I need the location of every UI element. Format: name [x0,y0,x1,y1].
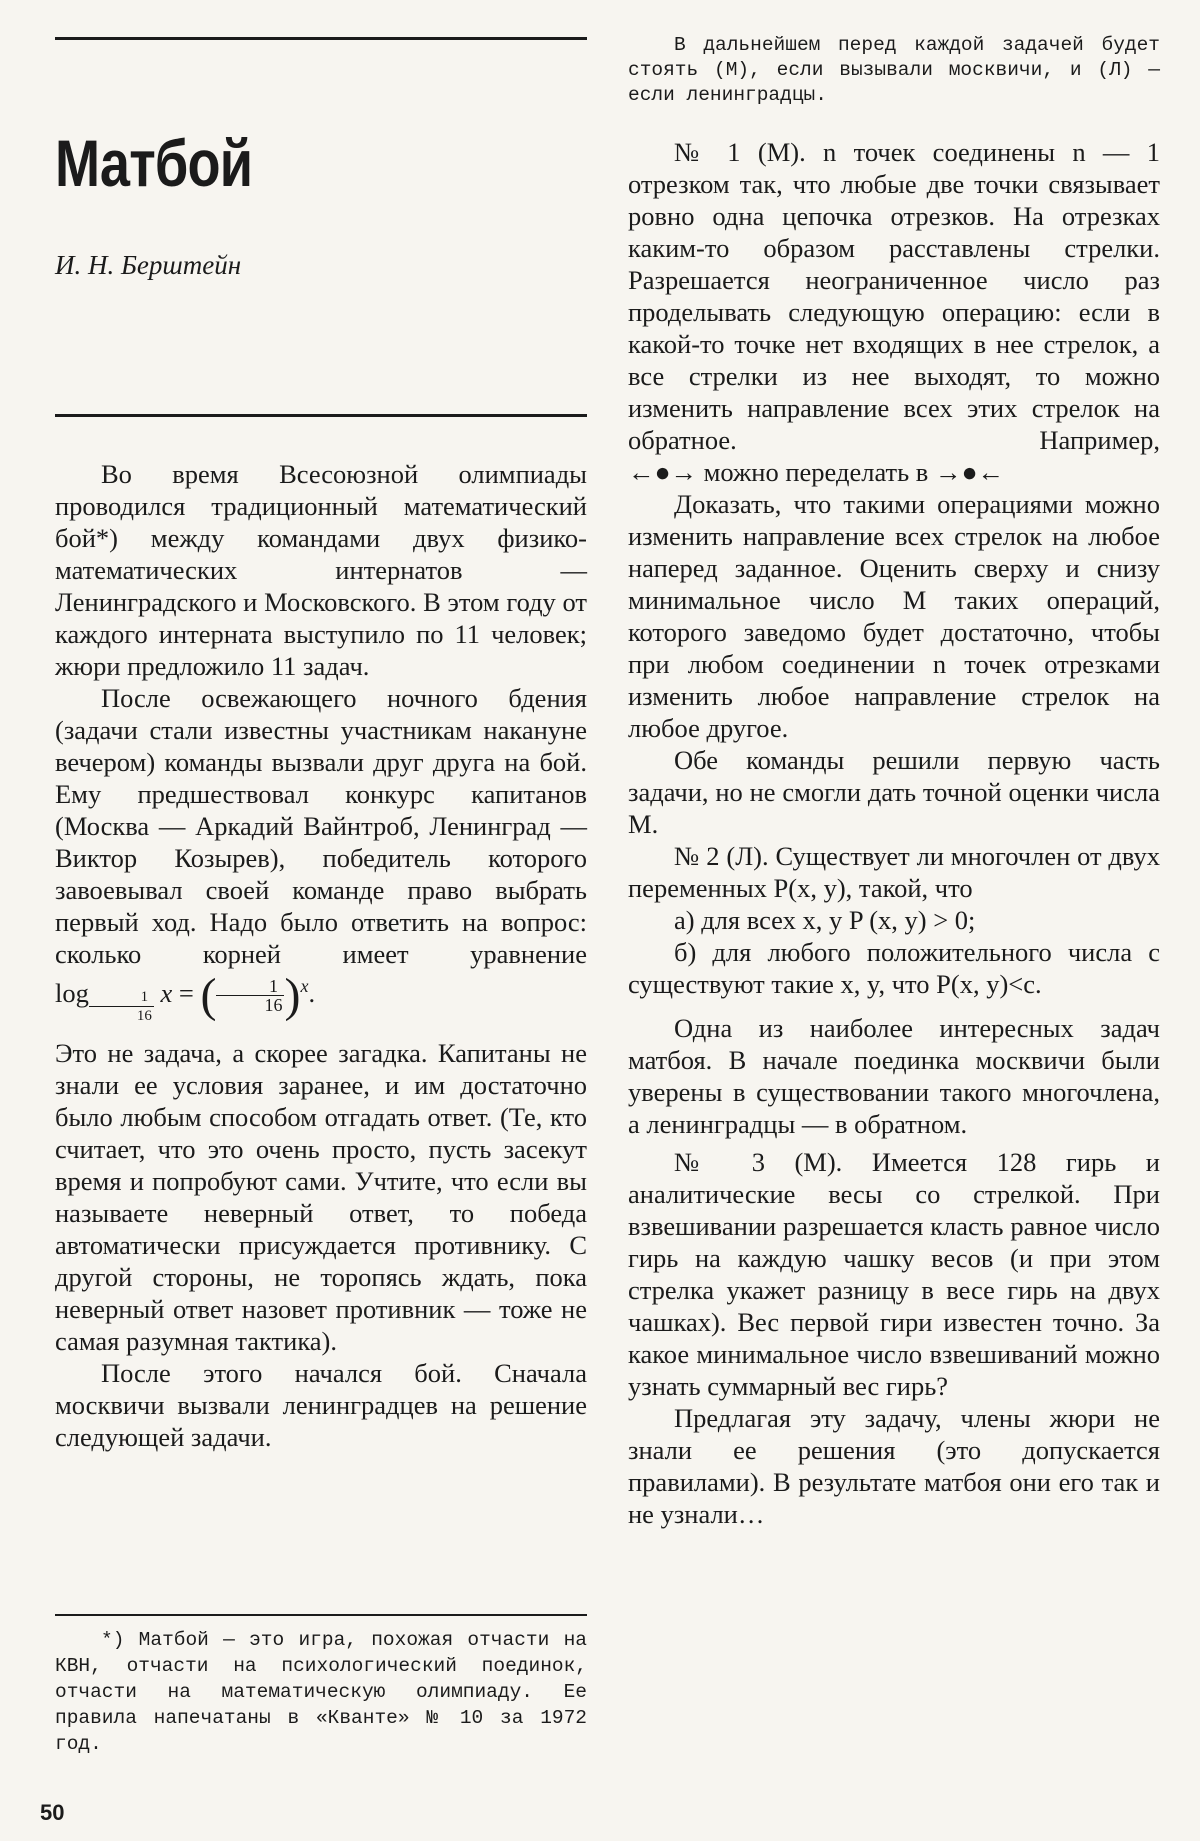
right-paren: ) [284,968,301,1022]
rhs-fraction [216,977,284,1014]
footnote-lead: *) Матбой — это игра, похожая отчасти [101,1629,550,1651]
left-column [55,458,587,1453]
problem1-text: № 1 (М). n точек соединены n — 1 отрезком так, что любые две точки связывает ровно одна цепочка отрезков. На отрезках каким-то образом расставлены стрелки. Разрешается неограниченное число раз проделывать следующую операцию: если в какой-то точке нет входящих в нее стрелок, а все стрелки из нее выходят, то можно изменить направление всех этих стрелок на обратное. Например, [628,137,1160,455]
footnote [55,1627,587,1757]
log-equation [55,968,316,1024]
arrow-example [628,457,1004,487]
rhs-den: 16 [264,995,283,1016]
problem2-condition-b [628,936,1160,1000]
arrow-diagram-mid: можно переделать в [697,457,935,487]
problem2-comment: Одна из наиболее интересных задач матбоя. В начале поединка москвичи были уверены в существовании такого многочлена, а ленинградцы — в обратном. [628,1013,1160,1139]
top-rule [55,37,587,40]
problem2-condition-a [628,904,1160,936]
intro-paragraph: Во время Всесоюзной олимпиады проводился традиционный математический бой*) между командами двух физико-математических интернатов — Ленинградского и Московского. В этом году от каждого интерната выступило по 11 человек; жюри предложило 11 задач. [55,459,587,681]
equation-eq: = [178,977,194,1008]
editor-note: В дальнейшем перед каждой задачей будет стоять (М), если вызывали москвичи, и (Л) — если ленинградцы. [628,34,1160,106]
problem1-task: Доказать, что такими операциями можно изменить направление всех стрелок на любое наперед заданное. Оценить сверху и снизу минимальное число M таких операций, которого заведомо будет достаточно, чтобы при любом соединении n точек отрезками изменить любое направление стрелок на любое другое. [628,489,1160,743]
left-paren: ( [200,968,217,1022]
footnote-rule [55,1614,587,1616]
battle-start-paragraph: После этого начался бой. Сначала москвичи вызвали ленинградцев на решение следующей задачи. [55,1357,587,1452]
header-rule [55,414,587,417]
problem2-paragraph: № 2 (Л). Существует ли многочлен от двух переменных P(x, y), такой, что [628,841,1160,903]
log-base-den: 16 [136,1007,152,1024]
arrow-diagram-from: ←●→ [628,457,698,487]
log-label: log [55,977,89,1008]
problem1-result: Обе команды решили первую часть задачи, но не смогли дать точной оценки числа M. [628,745,1160,839]
right-column [628,136,1160,1530]
footnote-rest: на КВН, отчасти на психологический поединок, отчасти на математическую олимпиаду. Ее правила напечатаны в «Кванте» № 10 за 1972 год. [55,1629,587,1755]
equation-end: . [308,977,316,1008]
problem1-paragraph [628,136,1160,488]
problem2-a-text: а) для всех x, y P (x, y) > 0; [674,905,976,935]
captains-text: После освежающего ночного бдения (задачи стали известны участникам накануне вечером) команды вызвали друг друга на бой. Ему предшествовал конкурс капитанов (Москва — Аркадий Вайнтроб, Ленинград — Виктор Козырев), победитель которого завоевывал своей команде право выбрать первый ход. Надо было ответить на вопрос: сколько корней имеет уравнение [55,683,587,969]
rhs-exponent: x [300,976,309,996]
problem3-paragraph: № 3 (М). Имеется 128 гирь и аналитические весы со стрелкой. При взвешивании разрешается класть равное число гирь на каждую чашку весов (и при этом стрелка укажет разницу в весе гирь на двух чашках). Вес первой гири известен точно. За какое минимальное число взвешиваний можно узнать суммарный вес гирь? [628,1147,1160,1401]
captains-paragraph [55,682,587,1025]
problem2-b-text: б) для любого положительного числа c существуют такие x, y, что P(x, y)<c. [628,937,1160,999]
arrow-diagram-to: →●← [934,457,1004,487]
log-base-num: 1 [89,988,154,1007]
problem3-comment: Предлагая эту задачу, члены жюри не знали ее решения (это допускается правилами). В результате матбоя они его так и не узнали… [628,1403,1160,1529]
rhs-num: 1 [216,977,284,996]
page-number: 50 [40,1800,65,1825]
equation-var: x [160,977,173,1008]
riddle-paragraph: Это не задача, а скорее загадка. Капитаны не знали ее условия заранее, и им достаточно было любым способом отгадать ответ. (Те, кто считает, что это очень просто, пусть засекут время и попробуют сами. Учтите, что если вы называете неверный ответ, то победа автоматически присуждается противнику. С другой стороны, не торопясь ждать, пока неверный ответ назовет противник — тоже не самая разумная тактика). [55,1037,587,1356]
article-title: Матбой [55,126,253,200]
article-author: И. Н. Берштейн [55,250,242,280]
log-base [89,988,154,1025]
